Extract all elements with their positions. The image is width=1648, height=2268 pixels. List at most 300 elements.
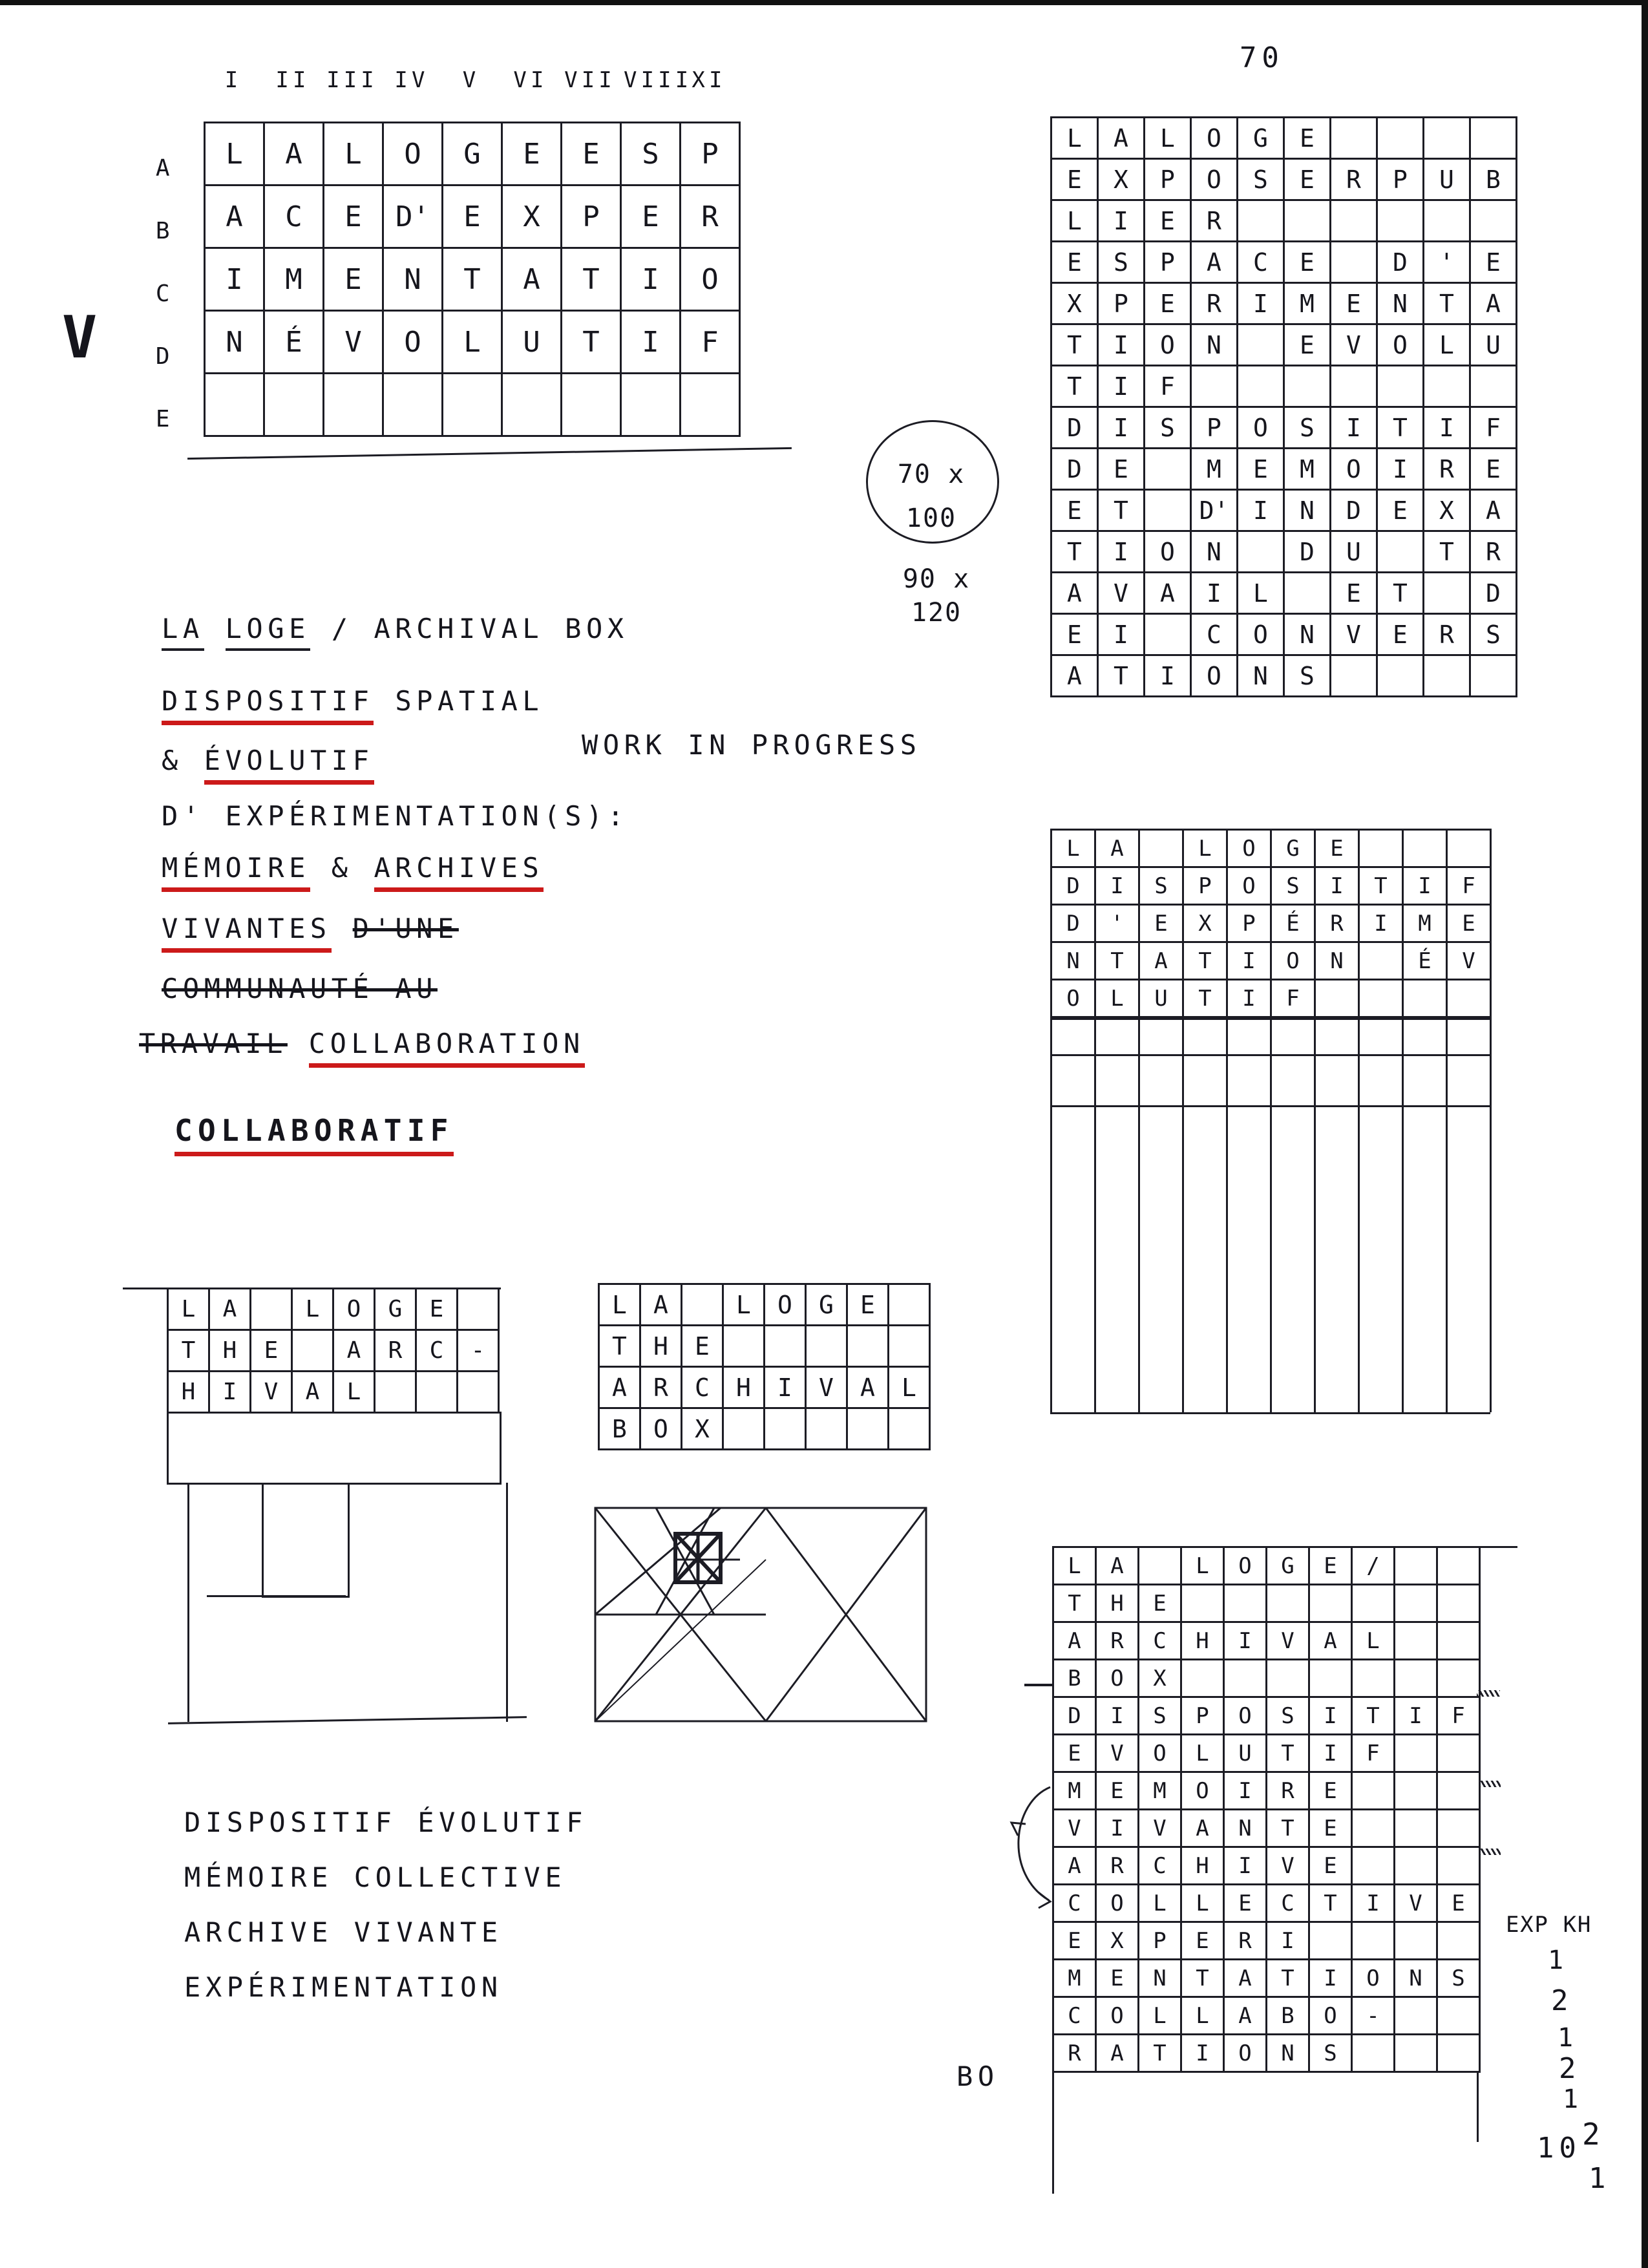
grid2-cell: U — [1331, 532, 1378, 573]
grid6-cell — [1353, 1810, 1395, 1848]
grid6-cell: R — [1054, 2035, 1097, 2073]
grid3-empty-column-line — [1226, 1018, 1228, 1412]
grid2-cell — [1378, 656, 1424, 697]
grid2-cell: I — [1378, 449, 1424, 491]
grid3-cell: V — [1448, 943, 1492, 980]
grid3-cell: S — [1272, 868, 1316, 906]
grid2-cell: S — [1099, 242, 1145, 284]
grid6-cell: L — [1139, 1998, 1182, 2035]
grid4-cell: E — [251, 1331, 293, 1372]
grid3-cell: O — [1272, 943, 1316, 980]
grid2-cell: M — [1192, 449, 1238, 491]
grid2-cell — [1331, 201, 1378, 242]
grid6-cell: E — [1139, 1585, 1182, 1623]
grid4-inner-box — [262, 1483, 350, 1598]
grid5-cell: O — [641, 1409, 682, 1450]
grid2-cell: M — [1285, 449, 1331, 491]
grid4-cell: L — [169, 1289, 210, 1331]
format-note-second: 90 x 120 — [902, 564, 971, 628]
grid3-letter-grid — [1050, 829, 1492, 1018]
grid6-tick-mark — [1024, 1684, 1053, 1686]
grid5-cell: L — [600, 1285, 641, 1326]
grid2-cell: P — [1378, 160, 1424, 201]
grid2-cell: E — [1378, 615, 1424, 656]
format-note-circled: 70 x 100 — [897, 460, 966, 533]
grid2-cell — [1331, 366, 1378, 408]
grid2-cell: D — [1285, 532, 1331, 573]
side-number: 2 — [1559, 2052, 1581, 2085]
note-collaboration: COLLABORATION — [309, 1028, 585, 1068]
grid3-empty-column-line — [1402, 1018, 1404, 1412]
grid6-overhang-right — [1477, 2071, 1479, 2142]
grid5-cell: A — [641, 1285, 682, 1326]
grid2-cell: U — [1471, 325, 1517, 366]
grid6-cell: X — [1139, 1660, 1182, 1698]
grid2-cell: C — [1238, 242, 1285, 284]
grid6-cell: E — [1097, 1960, 1139, 1998]
grid2-cell: T — [1099, 656, 1145, 697]
grid6-cell: M — [1054, 1773, 1097, 1810]
grid3-cell — [1360, 831, 1404, 868]
grid1-cell: E — [324, 249, 384, 312]
grid1-cell: F — [681, 312, 741, 374]
grid6-cell — [1353, 1848, 1395, 1885]
side-number: 2 — [1582, 2117, 1605, 2152]
grid2-cell — [1238, 366, 1285, 408]
grid1-letter-grid — [204, 122, 741, 437]
grid4-cell: G — [375, 1289, 417, 1331]
note-la: LA — [162, 613, 204, 651]
grid4-cell: V — [251, 1372, 293, 1414]
grid3-cell: G — [1272, 831, 1316, 868]
grid5-cell — [724, 1409, 765, 1450]
grid6-cell: M — [1139, 1773, 1182, 1810]
grid2-cell: E — [1285, 118, 1331, 160]
note-ampersand-2: & — [331, 852, 353, 884]
grid3-cell: R — [1316, 906, 1360, 943]
grid3-cell: O — [1052, 980, 1096, 1018]
grid6-cell: V — [1097, 1735, 1139, 1773]
grid6-cell: A — [1054, 1623, 1097, 1660]
grid6-cell — [1438, 1735, 1481, 1773]
grid2-cell: O — [1145, 325, 1192, 366]
grid6-cell: O — [1097, 1998, 1139, 2035]
grid1-cell: L — [324, 123, 384, 186]
grid6-cell — [1438, 1660, 1481, 1698]
grid4-lower-block — [167, 1412, 502, 1485]
grid6-cell: B — [1267, 1998, 1310, 2035]
grid6-cell: V — [1267, 1848, 1310, 1885]
note-ampersand: & — [162, 745, 183, 776]
grid5-cell — [889, 1326, 931, 1368]
grid6-cell — [1395, 1773, 1438, 1810]
grid1-cell — [681, 374, 741, 437]
grid2-cell: S — [1238, 160, 1285, 201]
grid6-cell: L — [1139, 1885, 1182, 1923]
grid6-cell: S — [1438, 1960, 1481, 1998]
grid5-cell: O — [765, 1285, 807, 1326]
grid3-empty-grid — [1050, 1018, 1490, 1414]
grid1-cell: S — [622, 123, 681, 186]
grid5-cell: T — [600, 1326, 641, 1368]
grid6-cell — [1310, 1660, 1353, 1698]
grid3-cell — [1448, 831, 1492, 868]
grid4-cell: H — [210, 1331, 251, 1372]
note-experimentations: D' EXPÉRIMENTATION(S): — [162, 800, 629, 832]
grid1-cell: P — [562, 186, 622, 249]
side-number: 1 — [1548, 1945, 1569, 1975]
grid6-cell — [1353, 2035, 1395, 2073]
grid4-cell: R — [375, 1331, 417, 1372]
grid6-cell: R — [1097, 1848, 1139, 1885]
grid2-cell — [1471, 118, 1517, 160]
margin-mark: V — [62, 304, 108, 372]
grid6-cell — [1395, 1998, 1438, 2035]
grid2-cell: E — [1471, 242, 1517, 284]
grid1-row-header: D — [155, 343, 174, 370]
grid6-cell: F — [1353, 1735, 1395, 1773]
grid2-cell: O — [1238, 615, 1285, 656]
grid6-cell: A — [1225, 1998, 1267, 2035]
grid1-cell: A — [206, 186, 265, 249]
grid4-cell: I — [210, 1372, 251, 1414]
grid5-cell — [807, 1409, 848, 1450]
grid4-cell: A — [334, 1331, 375, 1372]
grid1-column-header: III — [326, 67, 378, 93]
grid2-cell — [1238, 532, 1285, 573]
grid2-cell: V — [1331, 615, 1378, 656]
grid5-cell — [889, 1285, 931, 1326]
grid3-cell: O — [1228, 831, 1272, 868]
grid2-cell: C — [1192, 615, 1238, 656]
grid3-cell: P — [1228, 906, 1272, 943]
grid6-cell: H — [1097, 1585, 1139, 1623]
grid2-cell: E — [1285, 325, 1331, 366]
grid6-cell: A — [1097, 1548, 1139, 1585]
grid6-cell: C — [1054, 1998, 1097, 2035]
grid1-cell: O — [681, 249, 741, 312]
grid3-cell: ' — [1096, 906, 1140, 943]
grid6-cell: C — [1054, 1885, 1097, 1923]
grid1-column-header: VIII — [624, 67, 693, 93]
grid6-cell: E — [1182, 1923, 1225, 1960]
grid1-cell: R — [681, 186, 741, 249]
grid4-cell: C — [417, 1331, 458, 1372]
grid1-cell: X — [503, 186, 562, 249]
grid6-cell: E — [1310, 1548, 1353, 1585]
grid6-cell: L — [1353, 1623, 1395, 1660]
grid6-cell — [1438, 1623, 1481, 1660]
grid6-cell: T — [1054, 1585, 1097, 1623]
grid6-cell: E — [1310, 1810, 1353, 1848]
grid2-cell — [1424, 118, 1471, 160]
grid6-cell: E — [1097, 1773, 1139, 1810]
grid6-cell: T — [1267, 1960, 1310, 1998]
grid2-cell: N — [1285, 491, 1331, 532]
grid2-cell: F — [1471, 408, 1517, 449]
note-memoire: MÉMOIRE — [162, 852, 310, 892]
grid6-cell — [1310, 1923, 1353, 1960]
grid1-cell: E — [622, 186, 681, 249]
grid3-cell: T — [1096, 943, 1140, 980]
grid2-cell: E — [1052, 615, 1099, 656]
grid1-cell — [384, 374, 443, 437]
grid5-cell — [724, 1326, 765, 1368]
grid1-cell: G — [443, 123, 503, 186]
note-vivantes: VIVANTES — [162, 913, 332, 953]
grid2-cell — [1238, 201, 1285, 242]
grid5-letter-grid — [598, 1283, 931, 1450]
grid6-cell: C — [1267, 1885, 1310, 1923]
grid2-cell: R — [1192, 201, 1238, 242]
grid2-letter-grid — [1050, 116, 1517, 697]
side-number: 10 — [1537, 2132, 1581, 2165]
grid2-cell: L — [1145, 118, 1192, 160]
grid6-cell: A — [1054, 1848, 1097, 1885]
grid6-cell: - — [1353, 1998, 1395, 2035]
grid3-cell: D — [1052, 868, 1096, 906]
grid2-cell: O — [1378, 325, 1424, 366]
grid1-cell — [324, 374, 384, 437]
grid6-cell: O — [1182, 1773, 1225, 1810]
grid2-cell: X — [1099, 160, 1145, 201]
curved-arrow-icon — [1005, 1784, 1063, 1913]
grid6-cell — [1395, 1548, 1438, 1585]
grid1-row-header: B — [155, 218, 174, 244]
grid2-cell — [1238, 325, 1285, 366]
grid2-cell: E — [1052, 491, 1099, 532]
grid6-cell: I — [1225, 1848, 1267, 1885]
grid2-cell: A — [1052, 656, 1099, 697]
grid6-cell — [1438, 1548, 1481, 1585]
grid2-cell: N — [1192, 325, 1238, 366]
grid4-cell: E — [417, 1289, 458, 1331]
grid2-cell: M — [1285, 284, 1331, 325]
grid3-cell: P — [1184, 868, 1228, 906]
grid5-cell: E — [848, 1285, 889, 1326]
grid1-cell: A — [503, 249, 562, 312]
grid2-cell: A — [1471, 284, 1517, 325]
page-number: 70 — [1240, 41, 1284, 74]
grid6-cell: T — [1267, 1735, 1310, 1773]
grid3-cell — [1360, 943, 1404, 980]
grid4-cell — [458, 1372, 500, 1414]
grid2-cell: R — [1471, 532, 1517, 573]
grid1-cell: L — [443, 312, 503, 374]
grid3-cell — [1448, 980, 1492, 1018]
note-communaute-struck: COMMUNAUTÉ AU — [162, 973, 438, 1004]
grid6-cell: E — [1054, 1923, 1097, 1960]
grid2-cell — [1471, 366, 1517, 408]
grid2-cell: A — [1471, 491, 1517, 532]
grid6-cell: P — [1182, 1698, 1225, 1735]
grid2-cell — [1424, 573, 1471, 615]
grid3-cell: E — [1448, 906, 1492, 943]
note-loge: LOGE — [226, 613, 310, 651]
grid2-cell: O — [1192, 656, 1238, 697]
grid3-empty-column-line — [1182, 1018, 1184, 1412]
grid6-cell: H — [1182, 1623, 1225, 1660]
grid2-cell: A — [1052, 573, 1099, 615]
grid3-empty-column-line — [1314, 1018, 1316, 1412]
grid2-cell: E — [1285, 160, 1331, 201]
grid1-cell: T — [443, 249, 503, 312]
grid2-cell — [1378, 118, 1424, 160]
grid6-cell: I — [1310, 1698, 1353, 1735]
grid6-cell — [1182, 1585, 1225, 1623]
grid2-cell — [1331, 242, 1378, 284]
grid2-cell — [1424, 366, 1471, 408]
grid1-row-header: C — [155, 281, 174, 307]
grid6-cell — [1353, 1660, 1395, 1698]
grid6-cell: E — [1054, 1735, 1097, 1773]
grid2-cell: I — [1099, 408, 1145, 449]
grid1-cell: E — [503, 123, 562, 186]
grid6-cell: S — [1310, 2035, 1353, 2073]
grid6-letter-grid — [1052, 1546, 1481, 2073]
grid6-cell: V — [1395, 1885, 1438, 1923]
grid5-cell — [807, 1326, 848, 1368]
grid6-cell — [1310, 1585, 1353, 1623]
grid1-cell: C — [265, 186, 324, 249]
grid6-cell: I — [1310, 1960, 1353, 1998]
grid6-cell: O — [1225, 1548, 1267, 1585]
grid6-cell: G — [1267, 1548, 1310, 1585]
grid5-cell — [765, 1326, 807, 1368]
grid4-cell — [375, 1372, 417, 1414]
grid2-cell — [1145, 491, 1192, 532]
grid1-cell: D' — [384, 186, 443, 249]
note-evolutif: ÉVOLUTIF — [204, 745, 374, 785]
grid6-cell: E — [1225, 1885, 1267, 1923]
grid2-cell — [1331, 118, 1378, 160]
grid6-cell: D — [1054, 1698, 1097, 1735]
grid3-cell: É — [1404, 943, 1448, 980]
grid1-column-header: VII — [564, 67, 616, 93]
grid1-cell — [622, 374, 681, 437]
grid6-cell — [1182, 1660, 1225, 1698]
list-item: EXPÉRIMENTATION — [184, 1971, 503, 2003]
note-spatial: SPATIAL — [395, 685, 544, 717]
grid6-cell — [1353, 1585, 1395, 1623]
grid5-cell: H — [641, 1326, 682, 1368]
grid2-cell: I — [1331, 408, 1378, 449]
grid2-cell: E — [1471, 449, 1517, 491]
grid2-cell — [1285, 366, 1331, 408]
grid2-cell: I — [1099, 615, 1145, 656]
grid6-cell — [1395, 1585, 1438, 1623]
grid3-cell: É — [1272, 906, 1316, 943]
side-number: 2 — [1551, 1984, 1574, 2017]
grid6-cell: O — [1225, 2035, 1267, 2073]
grid6-cell: T — [1310, 1885, 1353, 1923]
grid6-cell: I — [1097, 1810, 1139, 1848]
grid2-cell: D' — [1192, 491, 1238, 532]
grid3-empty-column-line — [1490, 1018, 1492, 1412]
grid6-cell — [1438, 1848, 1481, 1885]
grid6-cell — [1395, 1735, 1438, 1773]
work-in-progress: WORK IN PROGRESS — [582, 729, 922, 761]
grid4-cell: L — [334, 1372, 375, 1414]
grid6-cell: A — [1182, 1810, 1225, 1848]
grid6-cell — [1438, 1773, 1481, 1810]
grid4-cell — [417, 1372, 458, 1414]
grid3-cell: L — [1096, 980, 1140, 1018]
grid1-cell: É — [265, 312, 324, 374]
grid6-cell: I — [1395, 1698, 1438, 1735]
grid2-cell: L — [1424, 325, 1471, 366]
grid6-cell: T — [1353, 1698, 1395, 1735]
grid5-cell — [765, 1409, 807, 1450]
grid2-cell: N — [1192, 532, 1238, 573]
grid1-cell: I — [622, 249, 681, 312]
grid5-cell — [889, 1409, 931, 1450]
grid3-cell: F — [1448, 868, 1492, 906]
grid2-cell: T — [1424, 284, 1471, 325]
grid6-cell: L — [1182, 1548, 1225, 1585]
grid6-cell — [1438, 2035, 1481, 2073]
grid2-cell: D — [1331, 491, 1378, 532]
grid6-cell — [1395, 1848, 1438, 1885]
grid1-baseline — [187, 447, 792, 460]
grid3-cell: L — [1052, 831, 1096, 868]
grid2-cell: P — [1192, 408, 1238, 449]
grid1-cell: T — [562, 312, 622, 374]
grid2-cell: V — [1099, 573, 1145, 615]
grid1-row-header: E — [155, 406, 174, 432]
grid3-cell: M — [1404, 906, 1448, 943]
grid3-cell — [1404, 980, 1448, 1018]
grid2-cell: S — [1285, 656, 1331, 697]
grid6-cell: N — [1395, 1960, 1438, 1998]
grid6-cell: I — [1353, 1885, 1395, 1923]
grid6-side-label: EXP KH — [1506, 1912, 1592, 1938]
grid6-cell: L — [1182, 1885, 1225, 1923]
grid4-letter-grid — [167, 1288, 500, 1414]
grid3-cell: N — [1052, 943, 1096, 980]
grid6-cell — [1438, 1998, 1481, 2035]
grid2-cell: G — [1238, 118, 1285, 160]
grid2-cell: L — [1052, 118, 1099, 160]
grid2-cell: X — [1424, 491, 1471, 532]
grid6-cell: C — [1139, 1623, 1182, 1660]
grid3-cell: I — [1096, 868, 1140, 906]
grid6-cell — [1438, 1585, 1481, 1623]
grid1-column-header: V — [462, 67, 480, 93]
grid3-empty-column-line — [1358, 1018, 1360, 1412]
grid3-cell: A — [1140, 943, 1184, 980]
grid1-cell: N — [206, 312, 265, 374]
grid2-cell: T — [1378, 573, 1424, 615]
grid6-cell: A — [1097, 2035, 1139, 2073]
grid2-cell: R — [1192, 284, 1238, 325]
grid1-cell: I — [206, 249, 265, 312]
grid2-cell: I — [1099, 366, 1145, 408]
side-number: 1 — [1589, 2162, 1611, 2195]
grid3-empty-row-line — [1052, 1054, 1490, 1056]
grid6-cell: E — [1438, 1885, 1481, 1923]
grid2-cell: A — [1145, 573, 1192, 615]
grid2-cell: I — [1099, 325, 1145, 366]
grid6-cell — [1225, 1660, 1267, 1698]
grid6-cell: M — [1054, 1960, 1097, 1998]
grid6-cell: N — [1267, 2035, 1310, 2073]
grid6-cell — [1267, 1585, 1310, 1623]
grid1-cell: U — [503, 312, 562, 374]
grid2-cell: E — [1145, 284, 1192, 325]
grid1-column-header: I — [224, 67, 242, 93]
grid1-cell — [265, 374, 324, 437]
